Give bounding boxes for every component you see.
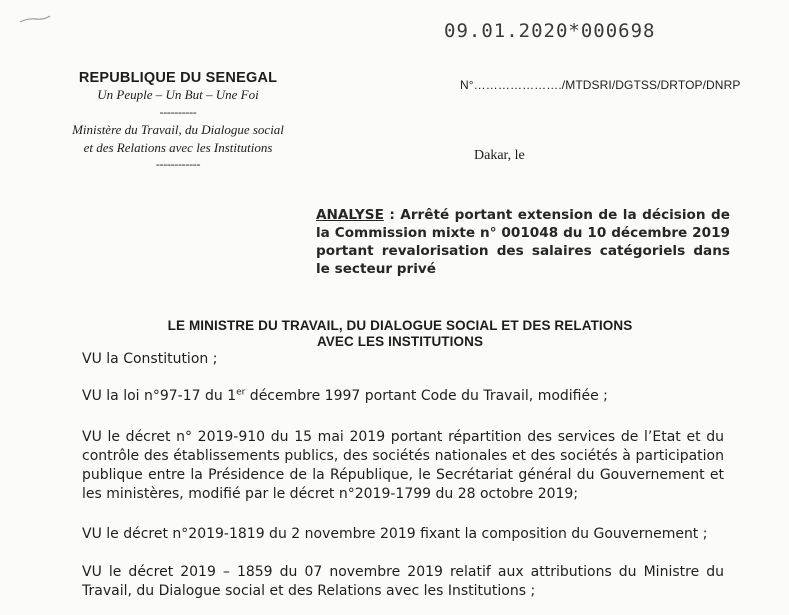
letterhead bbox=[58, 70, 298, 169]
visa-code-travail-text: VU la loi n°97-17 du 1 bbox=[82, 388, 237, 404]
ministry-name bbox=[58, 121, 298, 157]
ministry-line-1: Ministère du Travail, du Dialogue social bbox=[72, 122, 284, 137]
visa-code-travail bbox=[82, 387, 724, 406]
minister-title bbox=[120, 318, 680, 350]
ministry-line-2: et des Relations avec les Institutions bbox=[83, 140, 273, 155]
scan-mark-icon bbox=[18, 14, 52, 24]
registration-stamp: 09.01.2020*000698 bbox=[444, 20, 656, 42]
separator-bottom: ------------ bbox=[155, 157, 201, 171]
analyse-label: ANALYSE bbox=[316, 207, 384, 223]
visa-code-travail-sup: er bbox=[236, 387, 246, 398]
reference-number: N°…………………./MTDSRI/DGTSS/DRTOP/DNRP bbox=[460, 78, 741, 92]
visa-code-travail-rest: décembre 1997 portant Code du Travail, modifiée ; bbox=[245, 388, 608, 404]
visa-constitution: VU la Constitution ; bbox=[82, 351, 218, 367]
national-motto: Un Peuple – Un But – Une Foi bbox=[97, 87, 259, 102]
minister-title-line-1: LE MINISTRE DU TRAVAIL, DU DIALOGUE SOCIAL ET DES RELATIONS bbox=[167, 318, 633, 333]
visa-decret-attributions: VU le décret 2019 – 1859 du 07 novembre 2019 relatif aux attributions du Ministre du Travail, du Dialogue social et des Relations avec les Institutions ; bbox=[82, 564, 724, 599]
visa-decret-gouvernement: VU le décret n°2019-1819 du 2 novembre 2019 fixant la composition du Gouvernement ; bbox=[82, 526, 708, 542]
analyse-text: : Arrêté portant extension de la décision de la Commission mixte n° 001048 du 10 décembre 2019 portant revalorisation des salaires catégoriels dans le secteur privé bbox=[316, 207, 730, 277]
place-date: Dakar, le bbox=[474, 148, 525, 163]
visa-decret-repartition: VU le décret n° 2019-910 du 15 mai 2019 portant répartition des services de l’Etat et du contrôle des établissements publics, des sociétés nationales et des sociétés à participation publique entre la Présidence de la République, le Secrétariat général du Gouvernement et les ministères, modifié par le décret n°2019-1799 du 28 octobre 2019; bbox=[82, 429, 724, 502]
separator-top: ---------- bbox=[159, 105, 197, 119]
analyse-block bbox=[316, 206, 730, 278]
minister-title-line-2: AVEC LES INSTITUTIONS bbox=[316, 334, 484, 349]
republic-name: REPUBLIQUE DU SENEGAL bbox=[78, 70, 278, 86]
